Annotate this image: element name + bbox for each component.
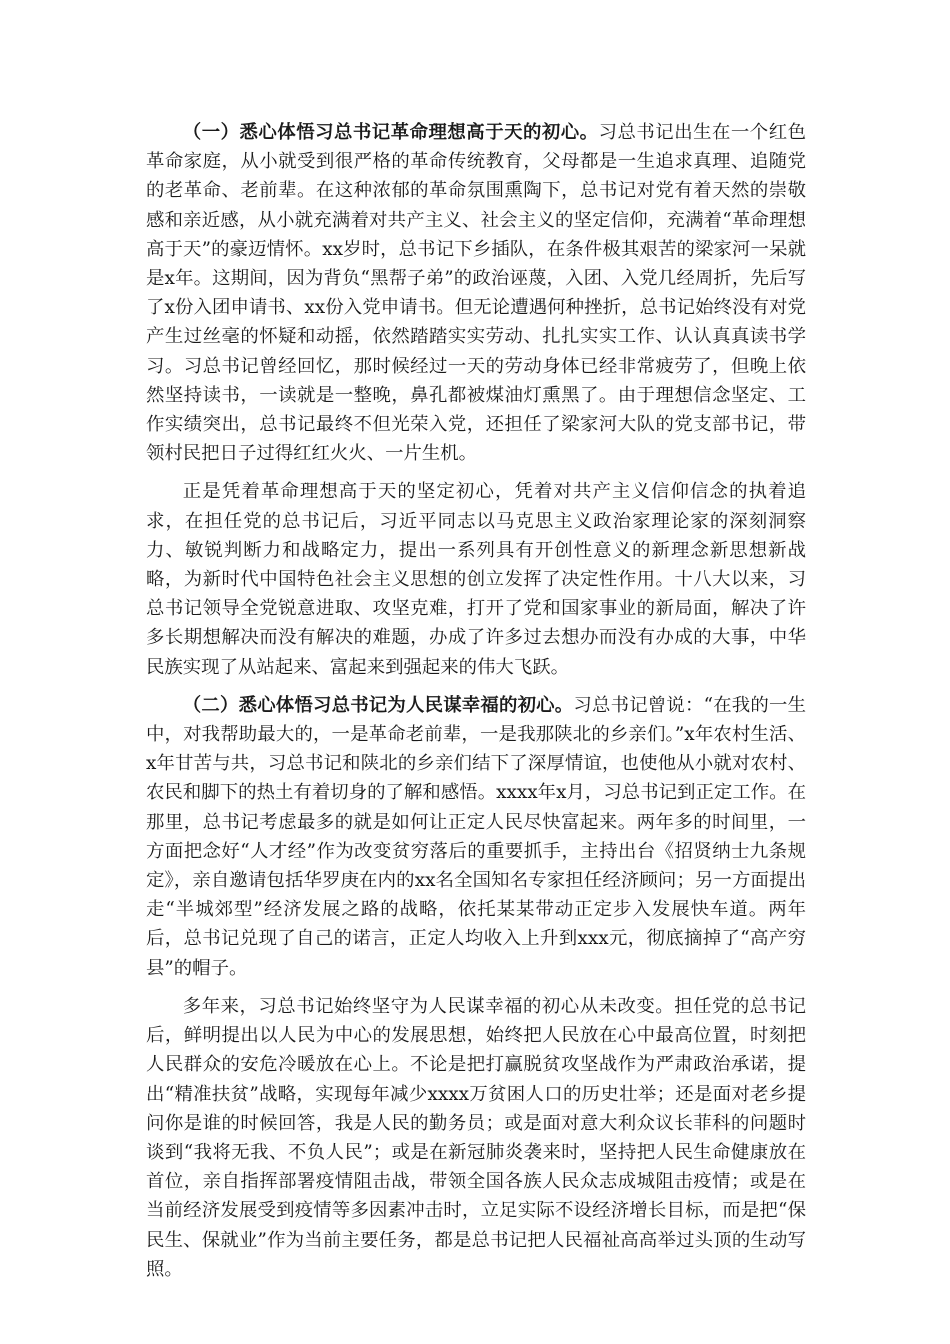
paragraph-1 [146,118,806,468]
document-page [146,118,806,1293]
section-heading-2: （二）悉心体悟习总书记为人民谋幸福的初心。 [182,694,574,716]
paragraph-1-body: 习总书记出生在一个红色革命家庭，从小就受到很严格的革命传统教育，父母都是一生追求真理、追随党的老革命、老前辈。在这种浓郁的革命氛围熏陶下，总书记对党有着天然的崇敬感和亲近感，从小就充满着对共产主义、社会主义的坚定信仰，充满着“革命理想高于天”的豪迈情怀。xx岁时，总书记下乡插队，在条件极其艰苦的梁家河一呆就是x年。这期间，因为背负“黑帮子弟”的政治诬蔑，入团、入党几经周折，先后写了x份入团申请书、xx份入党申请书。但无论遭遇何种挫折，总书记始终没有对党产生过丝毫的怀疑和动摇，依然踏踏实实劳动、扎扎实实工作、认认真真读书学习。习总书记曾经回忆，那时候经过一天的劳动身体已经非常疲劳了，但晚上依然坚持读书，一读就是一整晚，鼻孔都被煤油灯熏黑了。由于理想信念坚定、工作实绩突出，总书记最终不但光荣入党，还担任了梁家河大队的党支部书记，带领村民把日子过得红红火火、一片生机。 [146,122,806,465]
paragraph-4-body: 多年来，习总书记始终坚守为人民谋幸福的初心从未改变。担任党的总书记后，鲜明提出以人民为中心的发展思想，始终把人民放在心中最高位置，时刻把人民群众的安危冷暖放在心上。不论是把打赢脱贫攻坚战作为严肃政治承诺，提出“精准扶贫”战略，实现每年减少xxxx万贫困人口的历史壮举；还是面对老乡提问你是谁的时候回答，我是人民的勤务员；或是面对意大利众议长菲科的问题时谈到“我将无我、不负人民”；或是在新冠肺炎袭来时，坚持把人民生命健康放在首位，亲自指挥部署疫情阻击战，带领全国各族人民众志成城阻击疫情；或是在当前经济发展受到疫情等多因素冲击时，立足实际不设经济增长目标，而是把“保民生、保就业”作为当前主要任务，都是总书记把人民福祉高高举过头顶的生动写照。 [146,995,806,1280]
paragraph-4 [146,992,806,1284]
paragraph-3 [146,691,806,983]
section-heading-1: （一）悉心体悟习总书记革命理想高于天的初心。 [182,122,599,143]
paragraph-3-body: 习总书记曾说：“在我的一生中，对我帮助最大的，一是革命老前辈，一是我那陕北的乡亲们。”x年农村生活、x年甘苦与共，习总书记和陕北的乡亲们结下了深厚情谊，也使他从小就对农村、农民和脚下的热土有着切身的了解和感悟。xxxx年x月，习总书记到正定工作。在那里，总书记考虑最多的就是如何让正定人民尽快富起来。两年多的时间里，一方面把念好“人才经”作为改变贫穷落后的重要抓手，主持出台《招贤纳士九条规定》，亲自邀请包括华罗庚在内的xx名全国知名专家担任经济顾问；另一方面提出走“半城郊型”经济发展之路的战略，依托某某带动正定步入发展快车道。两年后，总书记兑现了自己的诺言，正定人均收入上升到xxx元，彻底摘掉了“高产穷县”的帽子。 [146,694,806,979]
paragraph-2 [146,477,806,681]
paragraph-2-body: 正是凭着革命理想高于天的坚定初心，凭着对共产主义信仰信念的执着追求，在担任党的总书记后，习近平同志以马克思主义政治家理论家的深刻洞察力、敏锐判断力和战略定力，提出一系列具有开创性意义的新理念新思想新战略，为新时代中国特色社会主义思想的创立发挥了决定性作用。十八大以来，习总书记领导全党锐意进取、攻坚克难，打开了党和国家事业的新局面，解决了许多长期想解决而没有解决的难题，办成了许多过去想办而没有办成的大事，中华民族实现了从站起来、富起来到强起来的伟大飞跃。 [146,481,806,678]
